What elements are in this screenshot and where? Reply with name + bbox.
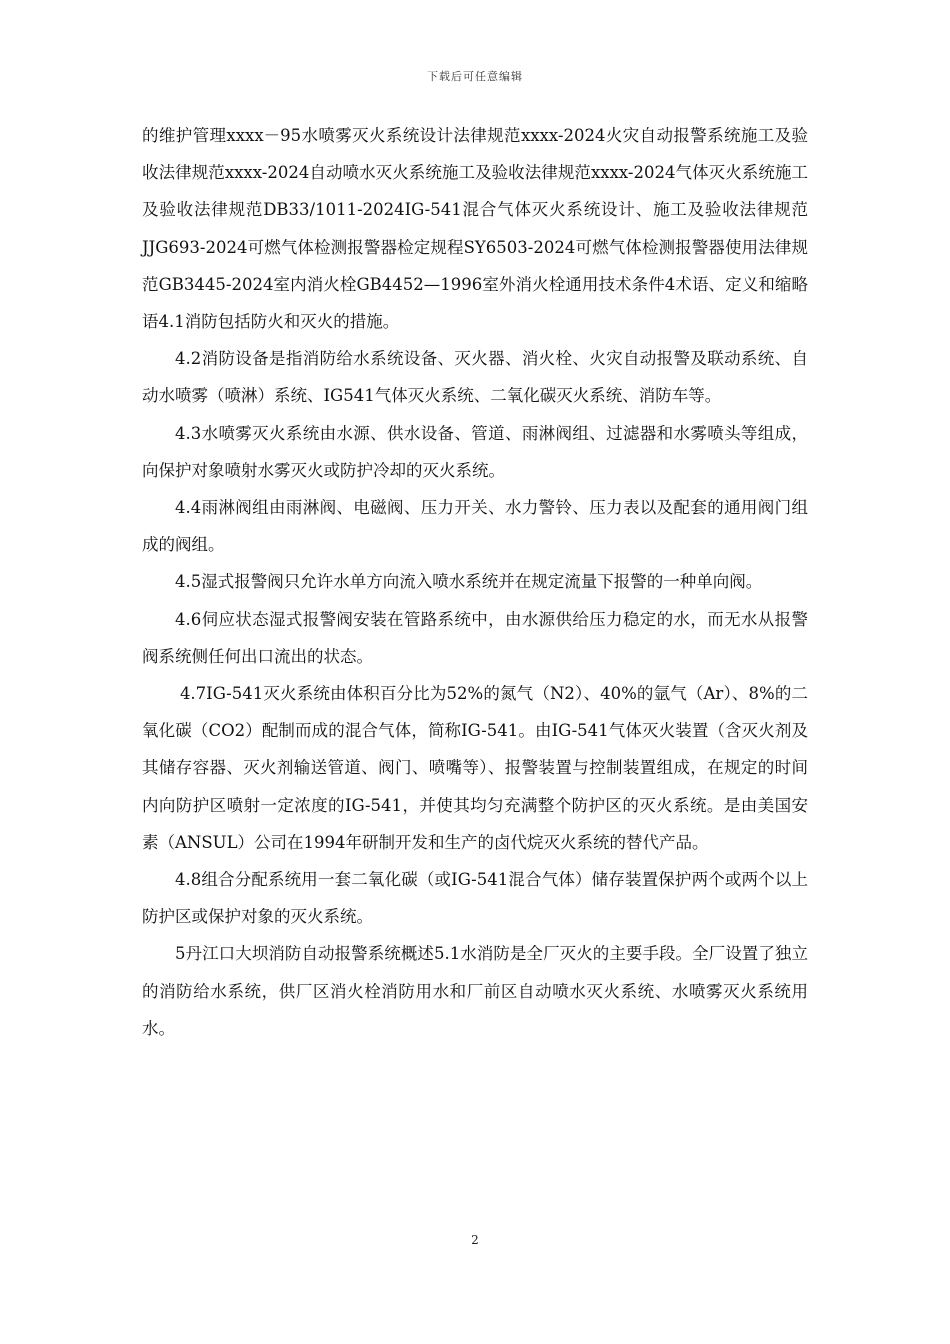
paragraph-4-8: 4.8组合分配系统用一套二氧化碳（或IG-541混合气体）储存装置保护两个或两个以上防护区或保护对象的灭火系统。: [142, 870, 808, 927]
paragraph-4-2: 4.2消防设备是指消防给水系统设备、灭火器、消火栓、火灾自动报警及联动系统、自动水喷雾（喷淋）系统、IG541气体灭火系统、二氧化碳灭火系统、消防车等。: [142, 349, 808, 406]
paragraph-4-7: 4.7IG-541灭火系统由体积百分比为52%的氮气（N2）、40%的氩气（Ar）、8%的二氧化碳（CO2）配制而成的混合气体，简称IG-541。由IG-541气体灭火装置（含灭火剂及其储存容器、灭火剂输送管道、阀门、喷嘴等）、报警装置与控制装置组成，在规定的时间内向防护区喷射一定浓度的IG-541，并使其均匀充满整个防护区的灭火系统。是由美国安素（ANSUL）公司在1994年研制开发和生产的卤代烷灭火系统的替代产品。: [142, 684, 808, 852]
page-header: 下载后可任意编辑: [427, 70, 523, 83]
paragraph-4-5: 4.5湿式报警阀只允许水单方向流入喷水系统并在规定流量下报警的一种单向阀。: [175, 572, 763, 592]
document-body: [142, 117, 808, 1047]
paragraph-4-6: 4.6伺应状态湿式报警阀安装在管路系统中，由水源供给压力稳定的水，而无水从报警阀系统侧任何出口流出的状态。: [142, 609, 808, 666]
paragraph-4-4: 4.4雨淋阀组由雨淋阀、电磁阀、压力开关、水力警铃、压力表以及配套的通用阀门组成的阀组。: [142, 498, 808, 555]
paragraph-4-3: 4.3水喷雾灭火系统由水源、供水设备、管道、雨淋阀组、过滤器和水雾喷头等组成，向保护对象喷射水雾灭火或防护冷却的灭火系统。: [142, 423, 808, 480]
paragraph-standards-list: 的维护管理xxxx－95水喷雾灭火系统设计法律规范xxxx-2024火灾自动报警系统施工及验收法律规范xxxx-2024自动喷水灭火系统施工及验收法律规范xxxx-2024气体灭火系统施工及验收法律规范DB33/1011-2024IG-541混合气体灭火系统设计、施工及验收法律规范JJG693-2024可燃气体检测报警器检定规程SY6503-2024可燃气体检测报警器使用法律规范GB3445-2024室内消火栓GB4452—1996室外消火栓通用技术条件4术语、定义和缩略语4.1消防包括防火和灭火的措施。: [142, 126, 808, 332]
paragraph-5-1: 5丹江口大坝消防自动报警系统概述5.1水消防是全厂灭火的主要手段。全厂设置了独立的消防给水系统，供厂区消火栓消防用水和厂前区自动喷水灭火系统、水喷雾灭火系统用水。: [142, 944, 808, 1038]
page-number: 2: [471, 1233, 479, 1247]
